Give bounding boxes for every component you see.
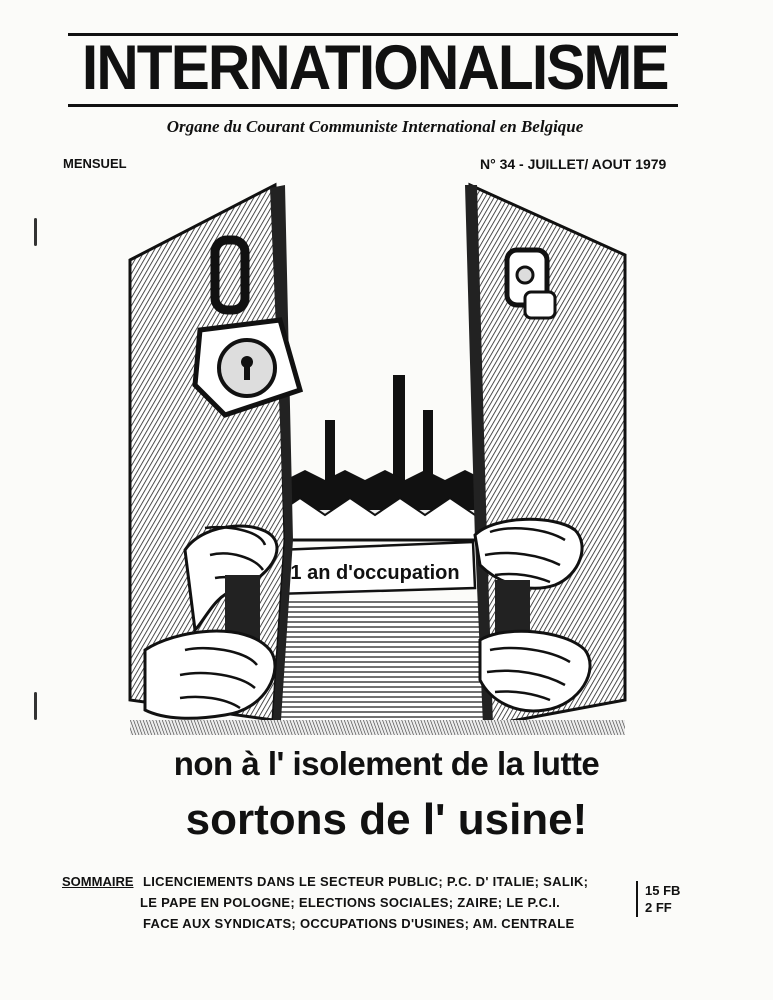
ground-shadow: [130, 720, 625, 735]
river: [260, 600, 500, 730]
summary-label: SOMMAIRE: [62, 874, 134, 889]
banner-text: 1 an d'occupation: [290, 562, 460, 584]
frequency-label: MENSUEL: [63, 156, 127, 171]
price-french-francs: 2 FF: [645, 900, 672, 915]
headline-line-2: sortons de l' usine!: [185, 795, 588, 844]
price-divider: [636, 881, 638, 917]
price-belgian-francs: 15 FB: [645, 883, 681, 898]
summary-line: LE PAPE EN POLOGNE; ELECTIONS SOCIALES; ZAIRE; LE P.C.I.: [140, 895, 561, 910]
banner: [275, 542, 475, 594]
masthead-bottom-rule: [68, 104, 678, 107]
summary-line: LICENCIEMENTS DANS LE SECTEUR PUBLIC; P.C. D' ITALIE; SALIK;: [143, 874, 589, 889]
headline-line-1: non à l' isolement de la lutte: [173, 745, 600, 782]
masthead-subtitle: Organe du Courant Communiste International en Belgique: [166, 117, 584, 136]
masthead-title: INTERNATIONALISME: [81, 33, 668, 103]
summary-line: FACE AUX SYNDICATS; OCCUPATIONS D'USINES; AM. CENTRALE: [143, 916, 575, 931]
cover-illustration: [125, 180, 630, 740]
binder-hole: [34, 218, 37, 246]
factory-background: [275, 375, 485, 540]
binder-hole: [34, 692, 37, 720]
issue-number: N° 34 - JUILLET/ AOUT 1979: [480, 156, 667, 172]
